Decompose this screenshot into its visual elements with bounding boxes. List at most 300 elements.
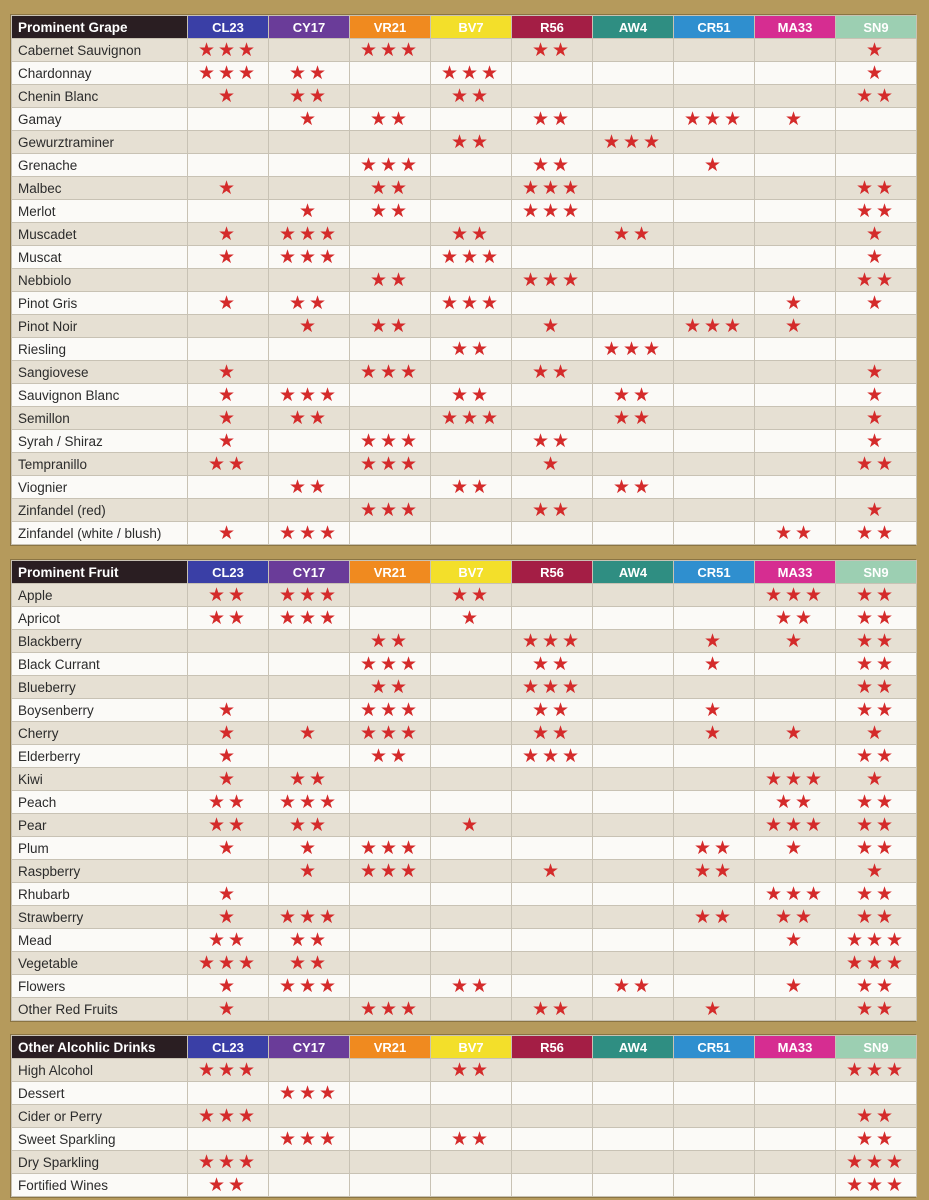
rating-cell	[269, 1128, 350, 1151]
star-rating-icon: ★	[217, 246, 239, 268]
rating-cell	[431, 522, 512, 545]
star-rating-icon: ★★★	[440, 292, 502, 314]
rating-cell	[512, 407, 593, 430]
rating-cell	[431, 860, 512, 883]
rating-cell	[269, 699, 350, 722]
star-rating-icon: ★★	[855, 837, 897, 859]
rating-cell	[512, 269, 593, 292]
rating-cell	[188, 1082, 269, 1105]
rating-cell	[188, 1059, 269, 1082]
rating-cell	[836, 791, 917, 814]
rating-cell	[188, 1174, 269, 1197]
star-rating-icon: ★	[217, 430, 239, 452]
star-rating-icon: ★	[865, 39, 887, 61]
rating-cell	[188, 1151, 269, 1174]
star-rating-icon: ★	[784, 315, 806, 337]
star-rating-icon: ★★	[369, 108, 411, 130]
rating-cell	[269, 607, 350, 630]
star-rating-icon: ★	[298, 860, 320, 882]
star-rating-icon: ★★	[612, 407, 654, 429]
rating-cell	[188, 269, 269, 292]
rating-cell	[512, 154, 593, 177]
rating-cell	[836, 315, 917, 338]
rating-cell	[836, 407, 917, 430]
rating-cell	[512, 699, 593, 722]
column-header-cl23: CL23	[188, 1036, 269, 1059]
rating-cell	[755, 1105, 836, 1128]
rating-cell	[188, 1105, 269, 1128]
row-label: Nebbiolo	[12, 269, 188, 292]
rating-cell	[674, 1151, 755, 1174]
star-rating-icon: ★★★	[278, 246, 340, 268]
rating-cell	[512, 653, 593, 676]
star-rating-icon: ★★	[612, 223, 654, 245]
rating-cell	[674, 522, 755, 545]
rating-cell	[188, 131, 269, 154]
table-row	[12, 453, 917, 476]
rating-cell	[350, 1151, 431, 1174]
rating-cell	[269, 407, 350, 430]
star-rating-icon: ★★	[855, 630, 897, 652]
star-rating-icon: ★★★	[278, 384, 340, 406]
rating-cell	[593, 975, 674, 998]
rating-cell	[512, 676, 593, 699]
rating-cell	[350, 906, 431, 929]
star-rating-icon: ★★	[207, 453, 249, 475]
table-row	[12, 998, 917, 1021]
rating-cell	[512, 177, 593, 200]
column-header-r56: R56	[512, 1036, 593, 1059]
star-rating-icon: ★★	[369, 177, 411, 199]
rating-cell	[836, 476, 917, 499]
rating-cell	[350, 269, 431, 292]
rating-cell	[350, 837, 431, 860]
star-rating-icon: ★	[217, 998, 239, 1020]
rating-cell	[512, 1151, 593, 1174]
table-row	[12, 1128, 917, 1151]
star-rating-icon: ★★	[774, 906, 816, 928]
star-rating-icon: ★★★	[521, 630, 583, 652]
rating-cell	[431, 200, 512, 223]
star-rating-icon: ★★	[369, 745, 411, 767]
rating-cell	[431, 108, 512, 131]
rating-cell	[593, 108, 674, 131]
rating-cell	[593, 768, 674, 791]
rating-cell	[512, 223, 593, 246]
star-rating-icon: ★★★	[440, 407, 502, 429]
table-row	[12, 584, 917, 607]
rating-cell	[755, 630, 836, 653]
rating-cell	[674, 292, 755, 315]
star-rating-icon: ★★	[612, 384, 654, 406]
star-rating-icon: ★★	[288, 407, 330, 429]
rating-cell	[512, 131, 593, 154]
star-rating-icon: ★★	[207, 791, 249, 813]
column-header-ma33: MA33	[755, 1036, 836, 1059]
rating-cell	[593, 430, 674, 453]
rating-cell	[350, 676, 431, 699]
rating-cell	[512, 860, 593, 883]
rating-cell	[269, 338, 350, 361]
rating-cell	[269, 154, 350, 177]
rating-cell	[593, 952, 674, 975]
rating-cell	[431, 1105, 512, 1128]
star-rating-icon: ★★	[531, 998, 573, 1020]
rating-cell	[350, 653, 431, 676]
rating-cell	[431, 131, 512, 154]
rating-cell	[188, 699, 269, 722]
other-drinks-table	[11, 1035, 917, 1197]
rating-cell	[350, 745, 431, 768]
star-rating-icon: ★★	[369, 315, 411, 337]
rating-cell	[431, 906, 512, 929]
table-row	[12, 607, 917, 630]
table-row	[12, 522, 917, 545]
rating-cell	[674, 837, 755, 860]
star-rating-icon: ★★	[369, 630, 411, 652]
rating-cell	[431, 998, 512, 1021]
rating-cell	[755, 476, 836, 499]
rating-cell	[674, 906, 755, 929]
rating-cell	[512, 814, 593, 837]
rating-cell	[269, 269, 350, 292]
table-row	[12, 745, 917, 768]
rating-cell	[593, 200, 674, 223]
rating-cell	[188, 998, 269, 1021]
rating-cell	[431, 361, 512, 384]
star-rating-icon: ★★	[369, 200, 411, 222]
column-header-vr21: VR21	[350, 561, 431, 584]
column-header-vr21: VR21	[350, 1036, 431, 1059]
star-rating-icon: ★★	[207, 1174, 249, 1196]
column-header-aw4: AW4	[593, 16, 674, 39]
star-rating-icon: ★★	[450, 975, 492, 997]
rating-cell	[674, 315, 755, 338]
rating-cell	[836, 1174, 917, 1197]
star-rating-icon: ★★	[855, 998, 897, 1020]
rating-cell	[836, 1128, 917, 1151]
rating-cell	[188, 223, 269, 246]
star-rating-icon: ★★	[288, 929, 330, 951]
star-rating-icon: ★★	[531, 154, 573, 176]
star-rating-icon: ★★	[693, 837, 735, 859]
star-rating-icon: ★★★	[278, 1128, 340, 1150]
rating-cell	[188, 85, 269, 108]
rating-cell	[593, 223, 674, 246]
rating-cell	[269, 1105, 350, 1128]
rating-cell	[269, 131, 350, 154]
rating-cell	[512, 315, 593, 338]
rating-cell	[269, 430, 350, 453]
rating-cell	[593, 522, 674, 545]
rating-cell	[431, 384, 512, 407]
row-label: Plum	[12, 837, 188, 860]
table-row	[12, 768, 917, 791]
star-rating-icon: ★★	[612, 476, 654, 498]
star-rating-icon: ★★★	[845, 1174, 907, 1196]
rating-cell	[269, 653, 350, 676]
rating-cell	[674, 653, 755, 676]
star-rating-icon: ★★	[207, 814, 249, 836]
column-header-vr21: VR21	[350, 16, 431, 39]
rating-cell	[755, 929, 836, 952]
rating-cell	[674, 246, 755, 269]
rating-cell	[755, 791, 836, 814]
rating-cell	[188, 154, 269, 177]
row-label: Sangiovese	[12, 361, 188, 384]
row-label: Viognier	[12, 476, 188, 499]
table-row	[12, 929, 917, 952]
rating-cell	[755, 361, 836, 384]
table-row	[12, 200, 917, 223]
rating-cell	[755, 131, 836, 154]
rating-cell	[269, 453, 350, 476]
rating-cell	[593, 338, 674, 361]
row-label: Cherry	[12, 722, 188, 745]
rating-cell	[674, 699, 755, 722]
rating-cell	[350, 384, 431, 407]
star-rating-icon: ★★★	[845, 929, 907, 951]
row-label: Elderberry	[12, 745, 188, 768]
table-row	[12, 975, 917, 998]
rating-cell	[350, 430, 431, 453]
row-label: Cider or Perry	[12, 1105, 188, 1128]
rating-cell	[593, 315, 674, 338]
grape-section	[10, 14, 916, 546]
rating-cell	[431, 499, 512, 522]
rating-cell	[593, 837, 674, 860]
column-header-cy17: CY17	[269, 1036, 350, 1059]
table-row	[12, 1059, 917, 1082]
star-rating-icon: ★★	[531, 499, 573, 521]
rating-cell	[512, 998, 593, 1021]
rating-cell	[350, 630, 431, 653]
rating-cell	[593, 722, 674, 745]
rating-cell	[836, 906, 917, 929]
rating-cell	[188, 292, 269, 315]
rating-cell	[836, 154, 917, 177]
rating-cell	[593, 791, 674, 814]
rating-cell	[350, 584, 431, 607]
rating-cell	[755, 1059, 836, 1082]
rating-cell	[188, 315, 269, 338]
table-row	[12, 269, 917, 292]
row-label: Pinot Noir	[12, 315, 188, 338]
rating-cell	[188, 837, 269, 860]
table-row	[12, 837, 917, 860]
star-rating-icon: ★★	[288, 292, 330, 314]
rating-cell	[836, 607, 917, 630]
rating-cell	[512, 722, 593, 745]
rating-cell	[512, 883, 593, 906]
rating-cell	[350, 522, 431, 545]
rating-cell	[836, 768, 917, 791]
rating-cell	[836, 1151, 917, 1174]
star-rating-icon: ★★	[855, 883, 897, 905]
row-label: Mead	[12, 929, 188, 952]
rating-cell	[431, 154, 512, 177]
star-rating-icon: ★★	[855, 85, 897, 107]
star-rating-icon: ★	[460, 814, 482, 836]
rating-cell	[755, 108, 836, 131]
rating-cell	[755, 315, 836, 338]
rating-cell	[431, 476, 512, 499]
rating-cell	[350, 177, 431, 200]
star-rating-icon: ★★	[855, 522, 897, 544]
row-label: Black Currant	[12, 653, 188, 676]
rating-cell	[431, 952, 512, 975]
fruit-section	[10, 559, 916, 1022]
star-rating-icon: ★★★	[278, 906, 340, 928]
rating-cell	[269, 499, 350, 522]
rating-cell	[836, 246, 917, 269]
star-rating-icon: ★★	[855, 584, 897, 606]
rating-cell	[836, 837, 917, 860]
rating-cell	[188, 62, 269, 85]
star-rating-icon: ★★	[855, 1105, 897, 1127]
rating-cell	[593, 883, 674, 906]
rating-cell	[512, 108, 593, 131]
star-rating-icon: ★★	[531, 699, 573, 721]
star-rating-icon: ★★	[288, 768, 330, 790]
star-rating-icon: ★	[865, 722, 887, 744]
star-rating-icon: ★★	[855, 745, 897, 767]
rating-cell	[512, 62, 593, 85]
rating-cell	[755, 722, 836, 745]
rating-cell	[593, 584, 674, 607]
column-header-r56: R56	[512, 561, 593, 584]
star-rating-icon: ★	[217, 699, 239, 721]
star-rating-icon: ★★	[531, 108, 573, 130]
rating-cell	[188, 814, 269, 837]
star-rating-icon: ★★★	[278, 607, 340, 629]
row-label: Riesling	[12, 338, 188, 361]
row-label: Peach	[12, 791, 188, 814]
rating-cell	[593, 154, 674, 177]
star-rating-icon: ★★	[288, 62, 330, 84]
row-label: Sauvignon Blanc	[12, 384, 188, 407]
rating-cell	[836, 361, 917, 384]
rating-cell	[269, 1174, 350, 1197]
rating-cell	[674, 745, 755, 768]
rating-cell	[836, 131, 917, 154]
table-row	[12, 952, 917, 975]
rating-cell	[836, 883, 917, 906]
star-rating-icon: ★★★	[764, 584, 826, 606]
rating-cell	[512, 630, 593, 653]
table-row	[12, 62, 917, 85]
rating-cell	[593, 499, 674, 522]
star-rating-icon: ★★★	[278, 223, 340, 245]
star-rating-icon: ★★	[855, 906, 897, 928]
star-rating-icon: ★★	[288, 814, 330, 836]
rating-cell	[188, 453, 269, 476]
table-row	[12, 1151, 917, 1174]
table-row	[12, 108, 917, 131]
rating-cell	[431, 975, 512, 998]
star-rating-icon: ★★	[450, 384, 492, 406]
rating-cell	[593, 814, 674, 837]
rating-cell	[674, 1174, 755, 1197]
star-rating-icon: ★★	[855, 453, 897, 475]
rating-cell	[431, 407, 512, 430]
star-rating-icon: ★★★	[764, 768, 826, 790]
rating-cell	[674, 998, 755, 1021]
star-rating-icon: ★★★	[359, 499, 421, 521]
star-rating-icon: ★	[865, 62, 887, 84]
table-row	[12, 676, 917, 699]
rating-cell	[674, 768, 755, 791]
rating-cell	[269, 39, 350, 62]
rating-cell	[674, 1059, 755, 1082]
star-rating-icon: ★	[784, 837, 806, 859]
table-row	[12, 384, 917, 407]
rating-cell	[674, 384, 755, 407]
star-rating-icon: ★★	[531, 722, 573, 744]
star-rating-icon: ★★	[774, 791, 816, 813]
star-rating-icon: ★★★	[278, 1082, 340, 1104]
rating-cell	[755, 1082, 836, 1105]
table-row	[12, 630, 917, 653]
column-header-cl23: CL23	[188, 16, 269, 39]
rating-cell	[674, 1105, 755, 1128]
rating-cell	[350, 998, 431, 1021]
row-label: Cabernet Sauvignon	[12, 39, 188, 62]
rating-cell	[836, 722, 917, 745]
rating-cell	[755, 85, 836, 108]
rating-cell	[674, 85, 755, 108]
rating-cell	[431, 814, 512, 837]
rating-cell	[350, 1082, 431, 1105]
table-row	[12, 407, 917, 430]
star-rating-icon: ★★★	[197, 1151, 259, 1173]
row-label: Chenin Blanc	[12, 85, 188, 108]
rating-cell	[188, 883, 269, 906]
rating-cell	[836, 676, 917, 699]
rating-cell	[512, 952, 593, 975]
row-label: Kiwi	[12, 768, 188, 791]
rating-cell	[350, 1105, 431, 1128]
rating-cell	[431, 338, 512, 361]
table-row	[12, 791, 917, 814]
rating-cell	[674, 476, 755, 499]
rating-cell	[269, 722, 350, 745]
rating-cell	[674, 630, 755, 653]
rating-cell	[593, 929, 674, 952]
rating-cell	[593, 407, 674, 430]
table-row	[12, 906, 917, 929]
column-header-ma33: MA33	[755, 16, 836, 39]
rating-cell	[269, 62, 350, 85]
row-label: Pear	[12, 814, 188, 837]
star-rating-icon: ★★★	[359, 361, 421, 383]
star-rating-icon: ★★★	[521, 200, 583, 222]
rating-cell	[431, 1128, 512, 1151]
rating-cell	[836, 630, 917, 653]
rating-cell	[431, 1151, 512, 1174]
rating-cell	[269, 315, 350, 338]
rating-cell	[350, 499, 431, 522]
rating-cell	[269, 476, 350, 499]
rating-cell	[593, 131, 674, 154]
rating-cell	[755, 837, 836, 860]
rating-cell	[674, 1082, 755, 1105]
rating-cell	[269, 745, 350, 768]
rating-cell	[674, 338, 755, 361]
row-label: Sweet Sparkling	[12, 1128, 188, 1151]
rating-cell	[431, 430, 512, 453]
rating-cell	[593, 292, 674, 315]
